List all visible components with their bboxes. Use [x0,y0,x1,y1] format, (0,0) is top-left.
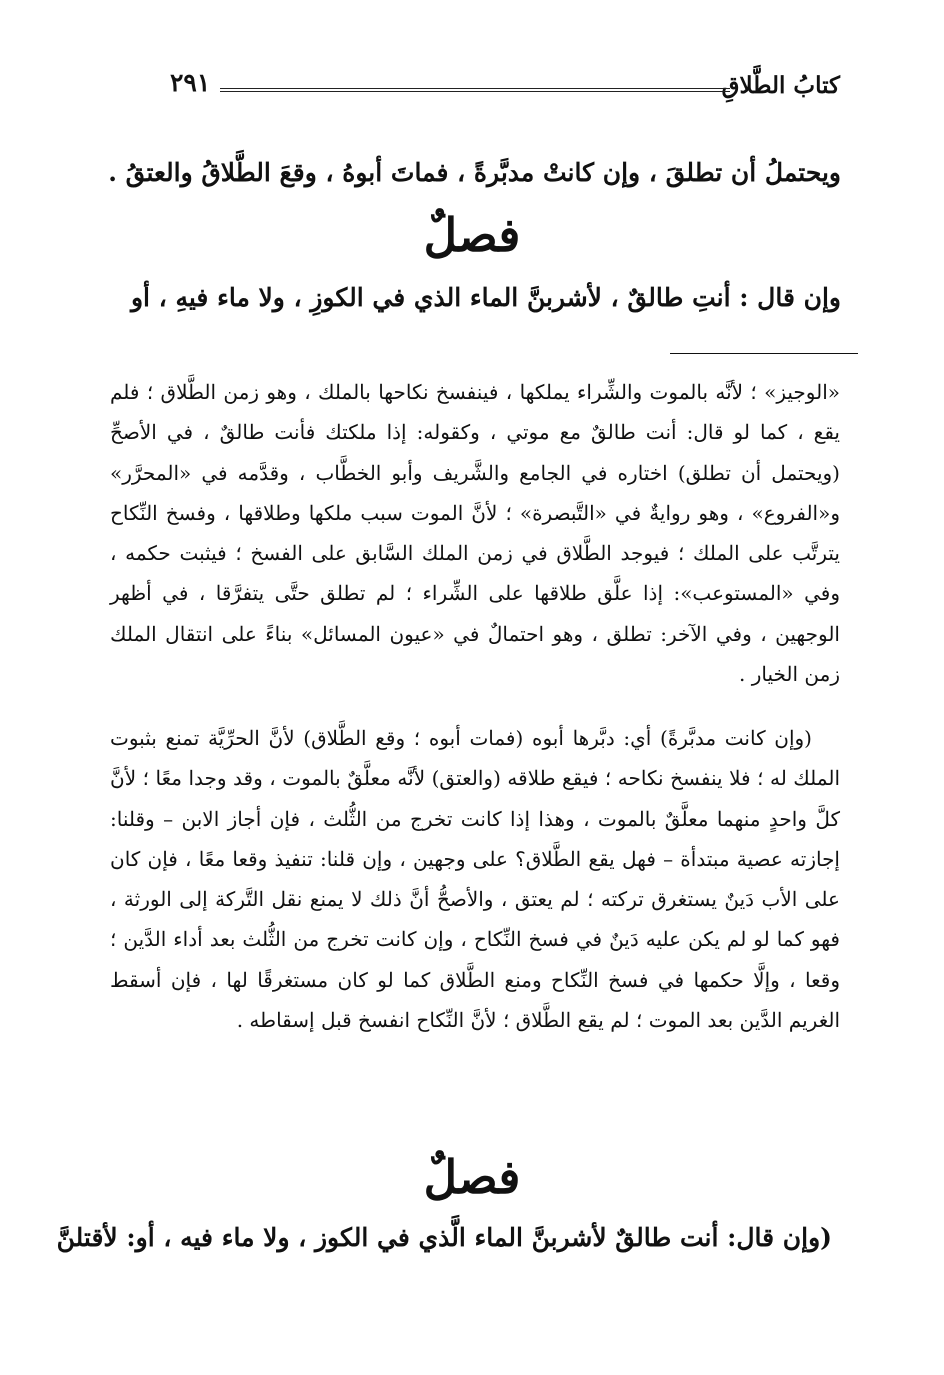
commentary-paragraph-2: (وإن كانت مدبَّرةً) أي: دبَّرها أبوه (فمات أبوه ؛ وقع الطَّلاق) لأنَّ الحرِّيَّة تمنع بثبوت الملك له ؛ فلا ينفسخ نكاحه ؛ فيقع طلاقه (والعتق) لأنَّه معلَّقٌ بالموت ، وقد وجدا معًا ؛ لأنَّ كلَّ واحدٍ منهما معلَّقٌ بالموت ، وهذا إذا كانت تخرج من الثُّلث ، فإن أجاز الابن – وقلنا: إجازته عصية مبتدأة – فهل يقع الطَّلاق؟ على وجهين ، وإن قلنا: تنفيذ وقعا معًا ، فإن كان على الأب دَينٌ يستغرق تركته ؛ لم يعتق ، والأصحُّ أنَّ ذلك لا يمنع نقل التَّركة إلى الورثة ، فهو كما لو لم يكن عليه دَينٌ في فسخ النِّكاح ، وإن كانت تخرج من الثُّلث بعد أداء الدَّين ؛ وقعا ، وإلَّا حكمها في فسخ النِّكاح ومنع الطَّلاق كما لو كان مستغرقًا لها ، فإن أسقط الغريم الدَّين بعد الموت ؛ لم يقع الطَّلاق ؛ لأنَّ النِّكاح انفسخ قبل إسقاطه . [110,726,840,1033]
page-number: ٢٩١ [170,68,211,97]
matn-line-3: (وإن قال: أنت طالقٌ لأشربنَّ الماء الَّذي في الكوز ، ولا ماء فيه ، أو: لأقتلنَّ [56,1223,832,1252]
section-heading-fasl-1: فصلٌ [423,208,521,262]
matn-line-2: وإن قال : أنتِ طالقٌ ، لأشربنَّ الماء الذي في الكوزِ ، ولا ماء فيهِ ، أو [130,283,841,312]
page-header [125,68,840,108]
footnote-separator [670,353,858,354]
matn-line-1: ويحتملُ أن تطلقَ ، وإن كانتْ مدبَّرةً ، فماتَ أبوهُ ، وقعَ الطَّلاقُ والعتقُ . [108,158,841,187]
header-rule [220,88,730,92]
section-heading-fasl-2: فصلٌ [423,1150,521,1204]
running-title: كتابُ الطَّلاقِ [721,72,840,99]
commentary-paragraph-1: «الوجيز» ؛ لأنَّه بالموت والشِّراء يملكها ، فينفسخ نكاحها بالملك ، وهو زمن الطَّلاق ؛ فلم يقع ، كما لو قال: أنت طالقٌ مع موتي ، وكقوله: إذا ملكتك فأنت طالقٌ ، في الأصحِّ (ويحتمل أن تطلق) اختاره في الجامع والشَّريف وأبو الخطَّاب ، وقدَّمه في «المحرَّر» و«الفروع» ، وهو روايةٌ في «التَّبصرة» ؛ لأنَّ الموت سبب ملكها وطلاقها ، وفسخ النِّكاح يترتَّب على الملك ؛ فيوجد الطَّلاق في زمن الملك السَّابق على الفسخ ؛ فيثبت حكمه ، وفي «المستوعب»: إذا علَّق طلاقها على الشِّراء ؛ لم تطلق حتَّى يتفرَّقا ، في أظهر الوجهين ، وفي الآخر: تطلق ، وهو احتمالٌ في «عيون المسائل» بناءً على انتقال الملك زمن الخيار . [110,380,840,687]
